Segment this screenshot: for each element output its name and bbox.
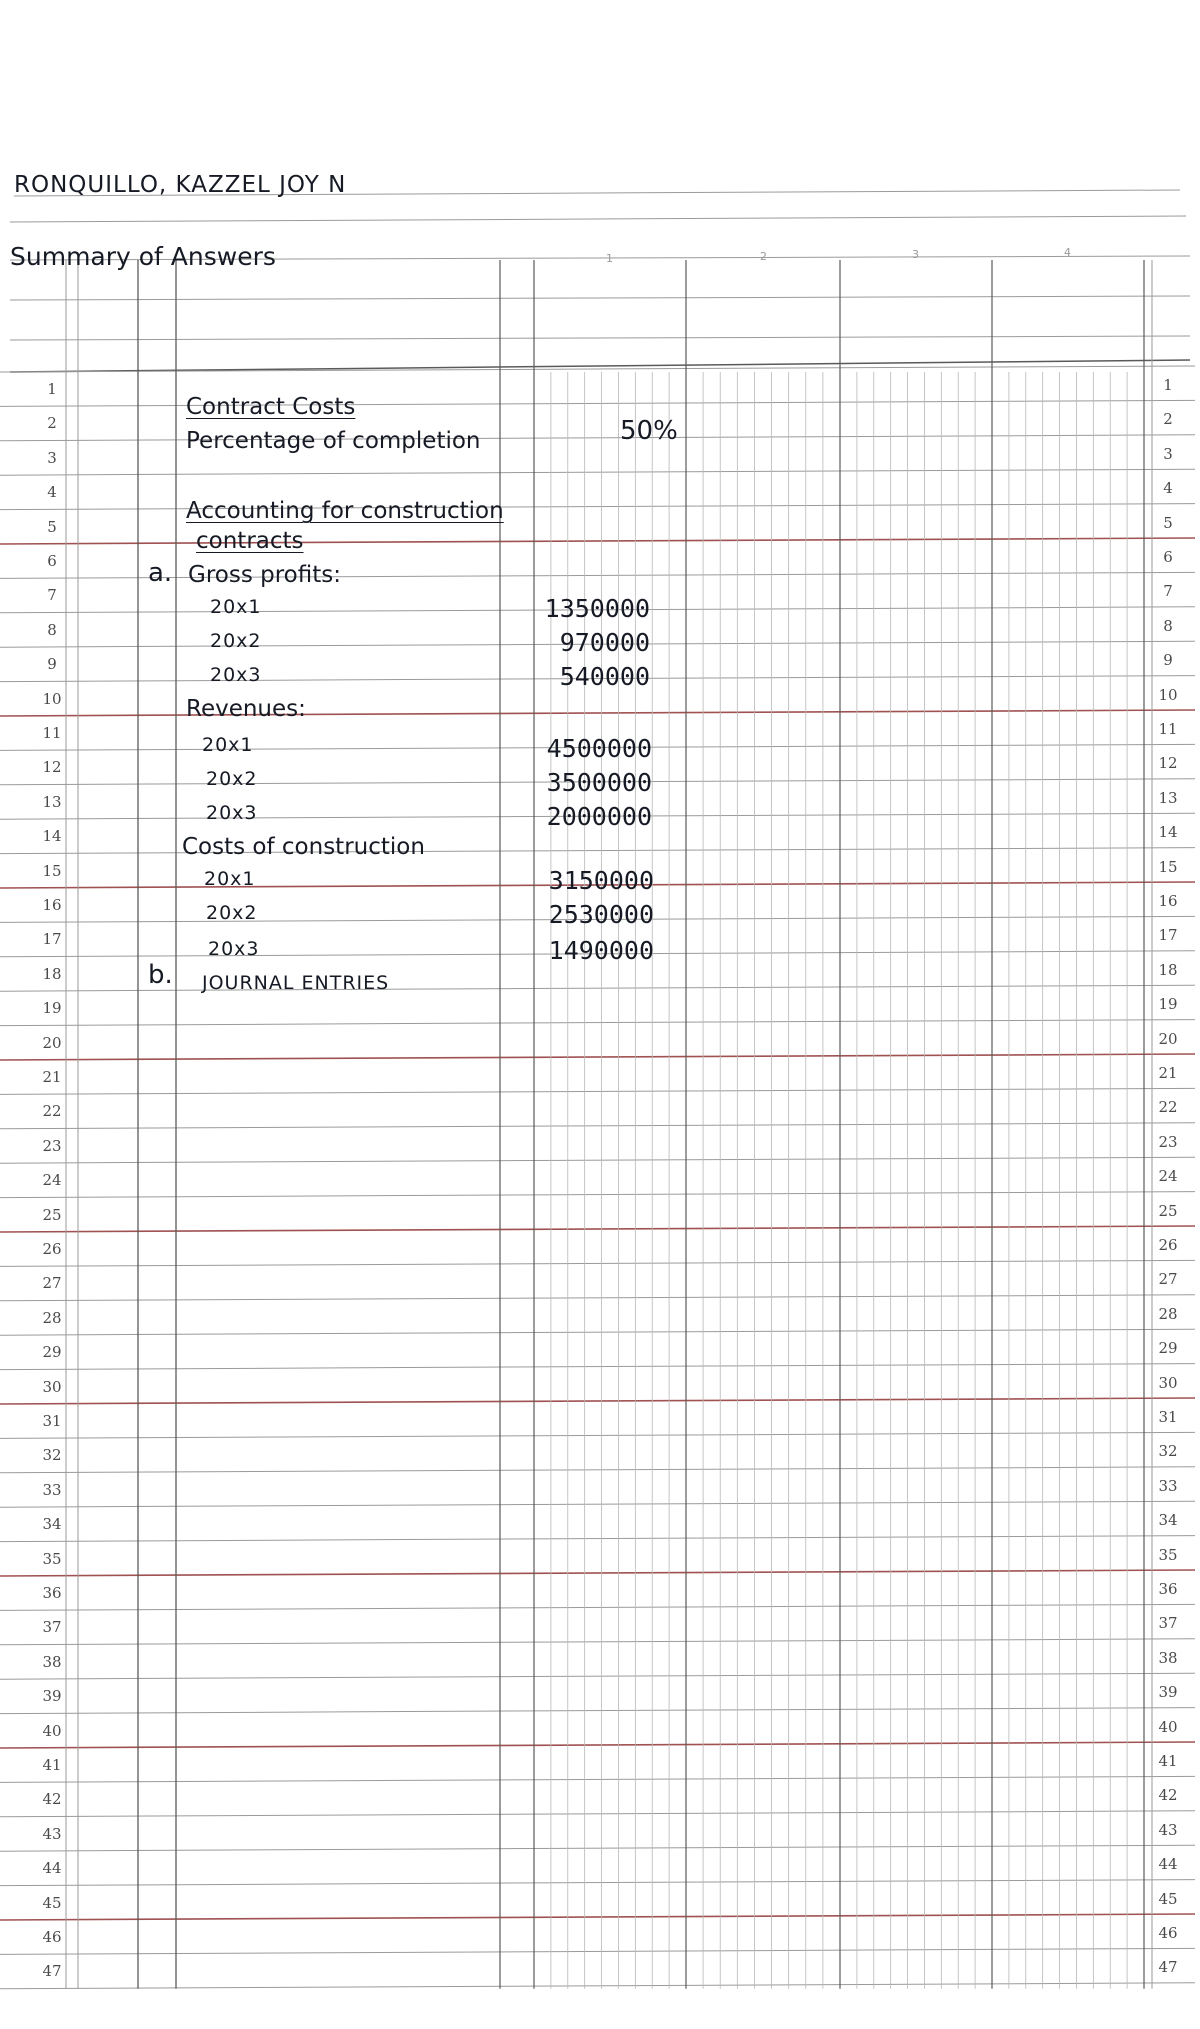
rev-year-2: 20x2 <box>206 768 258 790</box>
row-number-left: 7 <box>47 586 57 605</box>
row-rule <box>0 538 1195 544</box>
row-number-left: 15 <box>42 861 62 880</box>
row-number-left: 12 <box>42 758 62 777</box>
row-rule <box>0 1570 1195 1576</box>
row-rule <box>0 1708 1195 1714</box>
row-number-right: 47 <box>1158 1958 1178 1977</box>
revenues-label: Revenues: <box>186 696 306 722</box>
row-rule <box>0 1398 1195 1404</box>
row-number-left: 25 <box>42 1205 62 1224</box>
row-rule <box>0 1329 1195 1335</box>
row-number-right: 15 <box>1158 857 1178 876</box>
cost-year-2: 20x2 <box>206 902 258 924</box>
sheet-title: Summary of Answers <box>10 242 276 271</box>
header-rule <box>10 216 1186 222</box>
column-mark-3: 3 <box>912 248 919 261</box>
row-number-left: 44 <box>42 1859 62 1878</box>
row-number-left: 40 <box>42 1721 62 1740</box>
row-number-right: 16 <box>1158 892 1178 910</box>
row-rule <box>0 469 1195 475</box>
row-number-left: 18 <box>42 964 62 983</box>
row-number-right: 24 <box>1158 1167 1178 1186</box>
row-number-right: 13 <box>1158 788 1178 807</box>
row-number-right: 2 <box>1163 410 1173 429</box>
row-number-left: 34 <box>42 1515 62 1534</box>
row-number-left: 29 <box>42 1343 62 1362</box>
row-rule <box>0 1192 1195 1198</box>
row-number-left: 36 <box>42 1584 62 1602</box>
percentage-completion-value: 50% <box>620 416 678 446</box>
row-rule <box>0 1811 1195 1817</box>
row-number-right: 44 <box>1158 1855 1178 1874</box>
row-rule <box>0 1364 1195 1370</box>
column-mark-2: 2 <box>760 250 767 263</box>
student-name: RONQUILLO, KAZZEL JOY N <box>14 172 347 198</box>
row-number-left: 6 <box>47 552 57 570</box>
rev-year-1: 20x1 <box>202 734 254 756</box>
row-rule <box>0 1536 1195 1542</box>
row-number-right: 4 <box>1163 479 1173 498</box>
gp-amount-3: 540000 <box>559 662 650 691</box>
row-number-left: 22 <box>42 1102 62 1121</box>
row-rule <box>0 1226 1195 1232</box>
row-number-left: 37 <box>42 1618 62 1637</box>
row-rule <box>0 1776 1195 1782</box>
row-rule <box>0 435 1195 441</box>
row-rule <box>0 400 1195 406</box>
row-rule <box>0 1604 1195 1610</box>
row-number-right: 32 <box>1158 1442 1178 1461</box>
row-rule <box>0 1880 1195 1886</box>
gp-amount-2: 970000 <box>559 628 650 657</box>
row-number-left: 21 <box>42 1068 62 1086</box>
row-number-right: 34 <box>1158 1511 1178 1530</box>
row-number-left: 27 <box>42 1274 62 1293</box>
row-number-left: 26 <box>42 1240 62 1258</box>
row-number-right: 27 <box>1158 1270 1178 1289</box>
header-rule <box>10 360 1190 372</box>
journal-entries-label: JOURNAL ENTRIES <box>202 972 390 994</box>
gp-amount-1: 1350000 <box>544 594 650 623</box>
row-rule <box>0 1432 1195 1438</box>
header-rule <box>10 296 1190 300</box>
accounting-heading-line1: Accounting for construction <box>186 498 504 524</box>
header-rule <box>10 336 1190 340</box>
rev-amount-3: 2000000 <box>546 802 652 831</box>
row-number-right: 38 <box>1158 1648 1178 1667</box>
row-number-left: 47 <box>42 1962 62 1981</box>
row-number-right: 17 <box>1158 926 1178 945</box>
row-number-left: 1 <box>47 380 57 398</box>
row-number-left: 19 <box>42 999 62 1018</box>
row-number-right: 21 <box>1158 1064 1178 1082</box>
row-number-right: 3 <box>1163 444 1173 463</box>
gp-year-1: 20x1 <box>210 596 262 618</box>
row-number-right: 36 <box>1158 1580 1178 1598</box>
part-b-marker: b. <box>148 960 173 990</box>
row-number-left: 46 <box>42 1928 62 1946</box>
row-number-left: 10 <box>42 689 62 708</box>
row-number-left: 35 <box>42 1549 62 1568</box>
row-number-left: 38 <box>42 1652 62 1671</box>
gp-year-3: 20x3 <box>210 664 262 686</box>
row-number-left: 23 <box>42 1136 62 1155</box>
row-rule <box>0 1020 1195 1026</box>
row-number-left: 3 <box>47 448 57 467</box>
row-number-left: 16 <box>42 896 62 914</box>
row-number-left: 5 <box>47 517 57 536</box>
row-number-right: 14 <box>1158 823 1178 842</box>
row-rule <box>0 1673 1195 1679</box>
row-number-right: 19 <box>1158 995 1178 1014</box>
row-number-left: 14 <box>42 827 62 846</box>
row-number-right: 22 <box>1158 1098 1178 1117</box>
row-number-right: 30 <box>1158 1373 1178 1392</box>
part-a-marker: a. <box>148 558 173 588</box>
row-number-left: 31 <box>42 1412 62 1430</box>
row-number-left: 11 <box>42 724 62 742</box>
cost-year-1: 20x1 <box>204 868 256 890</box>
row-number-right: 29 <box>1158 1339 1178 1358</box>
costs-construction-label: Costs of construction <box>182 834 425 860</box>
row-number-left: 28 <box>42 1308 62 1327</box>
row-number-right: 18 <box>1158 960 1178 979</box>
row-rule <box>0 1948 1195 1954</box>
row-number-right: 10 <box>1158 685 1178 704</box>
row-number-right: 35 <box>1158 1545 1178 1564</box>
row-number-right: 1 <box>1163 376 1173 394</box>
row-rule <box>0 985 1195 991</box>
row-rule <box>0 1914 1195 1920</box>
rev-year-3: 20x3 <box>206 802 258 824</box>
row-number-left: 20 <box>42 1033 62 1052</box>
row-number-left: 39 <box>42 1687 62 1706</box>
row-rule <box>0 504 1195 510</box>
row-rule <box>0 572 1195 578</box>
row-rule <box>0 1845 1195 1851</box>
row-number-left: 42 <box>42 1790 62 1809</box>
row-number-right: 6 <box>1163 548 1173 566</box>
row-rule <box>0 1088 1195 1094</box>
cost-year-3: 20x3 <box>208 938 260 960</box>
row-number-left: 33 <box>42 1480 62 1499</box>
row-rule <box>0 1295 1195 1301</box>
column-mark-1: 1 <box>606 252 613 265</box>
row-rule <box>0 848 1195 854</box>
cost-amount-2: 2530000 <box>548 900 654 929</box>
row-rule <box>0 366 1195 372</box>
row-rule <box>0 1983 1195 1989</box>
row-number-right: 43 <box>1158 1820 1178 1839</box>
row-rule <box>0 1467 1195 1473</box>
gross-profits-label: Gross profits: <box>188 562 341 588</box>
row-rule <box>0 1742 1195 1748</box>
row-rule <box>0 710 1195 716</box>
row-number-left: 4 <box>47 483 57 502</box>
rev-amount-2: 3500000 <box>546 768 652 797</box>
row-rule <box>0 1054 1195 1060</box>
percentage-completion-label: Percentage of completion <box>186 428 481 454</box>
row-number-right: 45 <box>1158 1889 1178 1908</box>
accounting-heading-line2: contracts <box>196 528 304 554</box>
row-rule <box>0 1501 1195 1507</box>
row-rule <box>0 1123 1195 1129</box>
row-number-right: 42 <box>1158 1786 1178 1805</box>
row-rule <box>0 1639 1195 1645</box>
row-number-right: 46 <box>1158 1924 1178 1942</box>
row-number-right: 11 <box>1158 720 1178 738</box>
row-number-right: 20 <box>1158 1029 1178 1048</box>
row-number-right: 39 <box>1158 1683 1178 1702</box>
row-number-right: 28 <box>1158 1304 1178 1323</box>
row-number-left: 41 <box>42 1756 62 1774</box>
contract-costs-label: Contract Costs <box>186 394 356 420</box>
column-mark-4: 4 <box>1064 246 1071 259</box>
row-number-left: 9 <box>47 655 57 674</box>
row-number-left: 8 <box>47 620 57 639</box>
row-number-right: 8 <box>1163 616 1173 635</box>
gp-year-2: 20x2 <box>210 630 262 652</box>
row-number-right: 9 <box>1163 651 1173 670</box>
row-number-right: 26 <box>1158 1236 1178 1254</box>
row-number-right: 12 <box>1158 754 1178 773</box>
row-number-left: 24 <box>42 1171 62 1190</box>
row-number-right: 5 <box>1163 513 1173 532</box>
row-number-left: 45 <box>42 1893 62 1912</box>
row-number-right: 33 <box>1158 1476 1178 1495</box>
row-number-right: 40 <box>1158 1717 1178 1736</box>
row-number-left: 2 <box>47 414 57 433</box>
cost-amount-3: 1490000 <box>548 936 654 965</box>
row-number-left: 30 <box>42 1377 62 1396</box>
row-number-left: 32 <box>42 1446 62 1465</box>
row-number-right: 31 <box>1158 1408 1178 1426</box>
row-number-left: 13 <box>42 792 62 811</box>
row-number-left: 43 <box>42 1824 62 1843</box>
row-number-right: 23 <box>1158 1132 1178 1151</box>
row-number-right: 37 <box>1158 1614 1178 1633</box>
row-rule <box>0 1157 1195 1163</box>
row-number-right: 41 <box>1158 1752 1178 1770</box>
cost-amount-1: 3150000 <box>548 866 654 895</box>
row-number-right: 7 <box>1163 582 1173 601</box>
row-number-right: 25 <box>1158 1201 1178 1220</box>
row-number-left: 17 <box>42 930 62 949</box>
row-rule <box>0 1260 1195 1266</box>
rev-amount-1: 4500000 <box>546 734 652 763</box>
